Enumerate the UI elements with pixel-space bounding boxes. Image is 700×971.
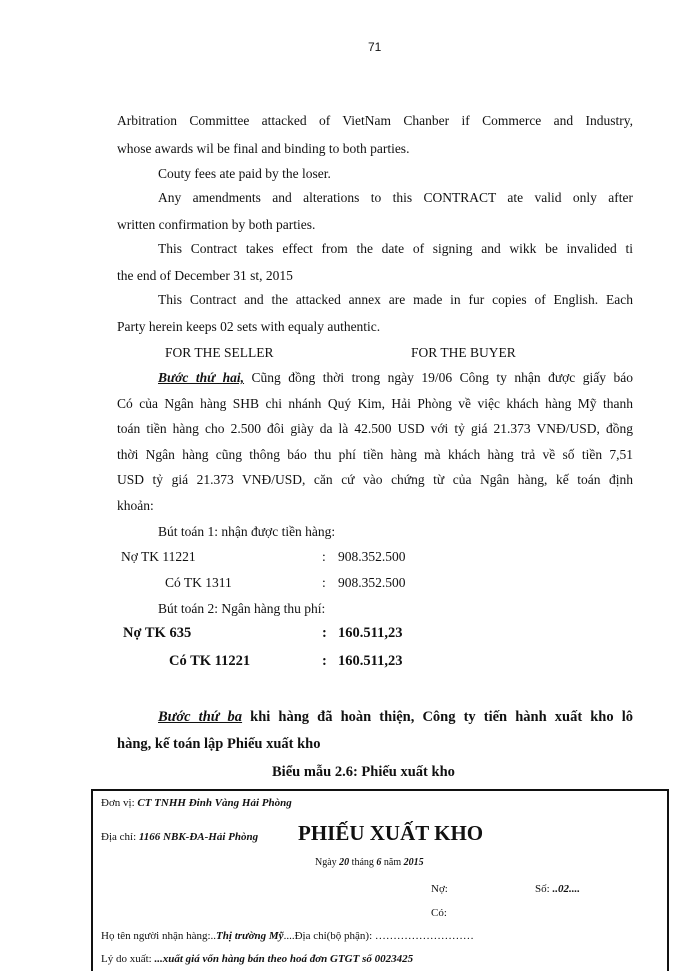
unit-value: CT TNHH Đinh Vàng Hải Phòng — [137, 797, 292, 809]
step3-line: hàng, kế toán lập Phiếu xuất kho — [117, 736, 321, 752]
contract-line: Any amendments and alterations to this CONTRACT ate valid only after — [158, 190, 633, 205]
receiver-value: Thị trường Mỹ — [216, 930, 284, 942]
page-number: 71 — [368, 40, 382, 54]
issue-slip-form — [91, 789, 669, 971]
buyer-signature-label: FOR THE BUYER — [411, 345, 516, 360]
step2-line: thời Ngân hàng cũng thông báo thu phí tiền hàng mà khách hàng trả về số tiền 7,51 — [117, 447, 633, 462]
form-title: PHIẾU XUẤT KHO — [298, 821, 484, 845]
contract-line: the end of December 31 st, 2015 — [117, 268, 293, 283]
contract-line: Party herein keeps 02 sets with equaly authentic. — [117, 319, 381, 334]
seller-signature-label: FOR THE SELLER — [165, 345, 274, 360]
step2-line: toán tiền hàng cho 2.500 đôi giày da là 42.500 USD với tỷ giá 21.373 VNĐ/USD, đồng — [117, 421, 633, 436]
unit-label: Đơn vị: — [101, 797, 135, 809]
contract-line: written confirmation by both parties. — [117, 217, 316, 232]
step3-line-rest: khi hàng đã hoàn thiện, Công ty tiến hành xuất kho lô — [250, 709, 634, 725]
reason-row — [101, 953, 413, 965]
form-date — [315, 857, 424, 868]
entry-colon: : — [322, 575, 326, 590]
entry-colon: : — [322, 625, 327, 641]
date-year: 2015 — [403, 857, 424, 868]
entry2-credit-account: Có TK 11221 — [169, 653, 251, 669]
contract-line: This Contract and the attacked annex are made in fur copies of English. Each — [158, 292, 633, 307]
step2-line: khoản: — [117, 498, 154, 513]
entry1-credit-amount: 908.352.500 — [338, 575, 406, 590]
reason-label: Lý do xuất: — [101, 953, 152, 965]
entry1-credit-account: Có TK 1311 — [165, 575, 232, 590]
entry-colon: : — [322, 653, 327, 669]
entry2-credit-amount: 160.511,23 — [338, 653, 403, 669]
step2-line: USD tỷ giá 21.373 VNĐ/USD, căn cứ vào chứng từ của Ngân hàng, kế toán định — [117, 472, 633, 487]
number-row — [535, 883, 580, 895]
step3-line — [158, 709, 633, 726]
step2-label: Bước thứ hai, — [158, 370, 245, 385]
credit-label: Có: — [431, 907, 447, 919]
unit-row — [101, 797, 292, 809]
date-year-label: năm — [383, 857, 402, 868]
contract-line: whose awards wil be final and binding to both parties. — [117, 141, 410, 156]
entry-colon: : — [322, 549, 326, 564]
entry2-title: Bút toán 2: Ngân hàng thu phí: — [158, 601, 326, 616]
receiver-dept: ....Địa chỉ(bộ phận): ……………………… — [283, 930, 474, 942]
number-label: Số: — [535, 883, 550, 895]
address-value: 1166 NBK-ĐA-Hải Phòng — [138, 831, 259, 843]
date-prefix: Ngày — [315, 857, 337, 868]
receiver-label: Họ tên người nhận hàng:.. — [101, 930, 217, 942]
form-caption: Biểu mẫu 2.6: Phiếu xuất kho — [272, 764, 455, 780]
debit-label: Nợ: — [431, 883, 448, 895]
entry1-debit-amount: 908.352.500 — [338, 549, 406, 564]
step2-line-rest: Cũng đồng thời trong ngày 19/06 Công ty nhận được giấy báo — [251, 370, 633, 385]
contract-line: Arbitration Committee attacked of VietNam Chanber if Commerce and Industry, — [117, 113, 633, 128]
date-month-label: tháng — [351, 857, 374, 868]
date-month: 6 — [376, 857, 382, 868]
entry2-debit-account: Nợ TK 635 — [123, 625, 192, 641]
step3-label: Bước thứ ba — [158, 709, 243, 725]
step2-line — [158, 370, 633, 386]
entry1-title: Bút toán 1: nhận được tiền hàng: — [158, 524, 336, 539]
reason-value: ...xuất giá vốn hàng bán theo hoá đơn GTGT số 0023425 — [154, 953, 414, 965]
address-label: Địa chỉ: — [101, 831, 137, 843]
contract-line: This Contract takes effect from the date of signing and wikk be invalided ti — [158, 241, 633, 256]
entry1-debit-account: Nợ TK 11221 — [121, 549, 196, 564]
number-value: ..02.... — [552, 883, 580, 895]
entry2-debit-amount: 160.511,23 — [338, 625, 403, 641]
contract-line: Couty fees ate paid by the loser. — [158, 166, 331, 181]
step2-line: Có của Ngân hàng SHB chi nhánh Quý Kim, Hải Phòng về việc khách hàng Mỹ thanh — [117, 396, 633, 411]
address-row — [101, 831, 258, 843]
receiver-row — [101, 930, 474, 942]
date-day: 20 — [339, 857, 350, 868]
